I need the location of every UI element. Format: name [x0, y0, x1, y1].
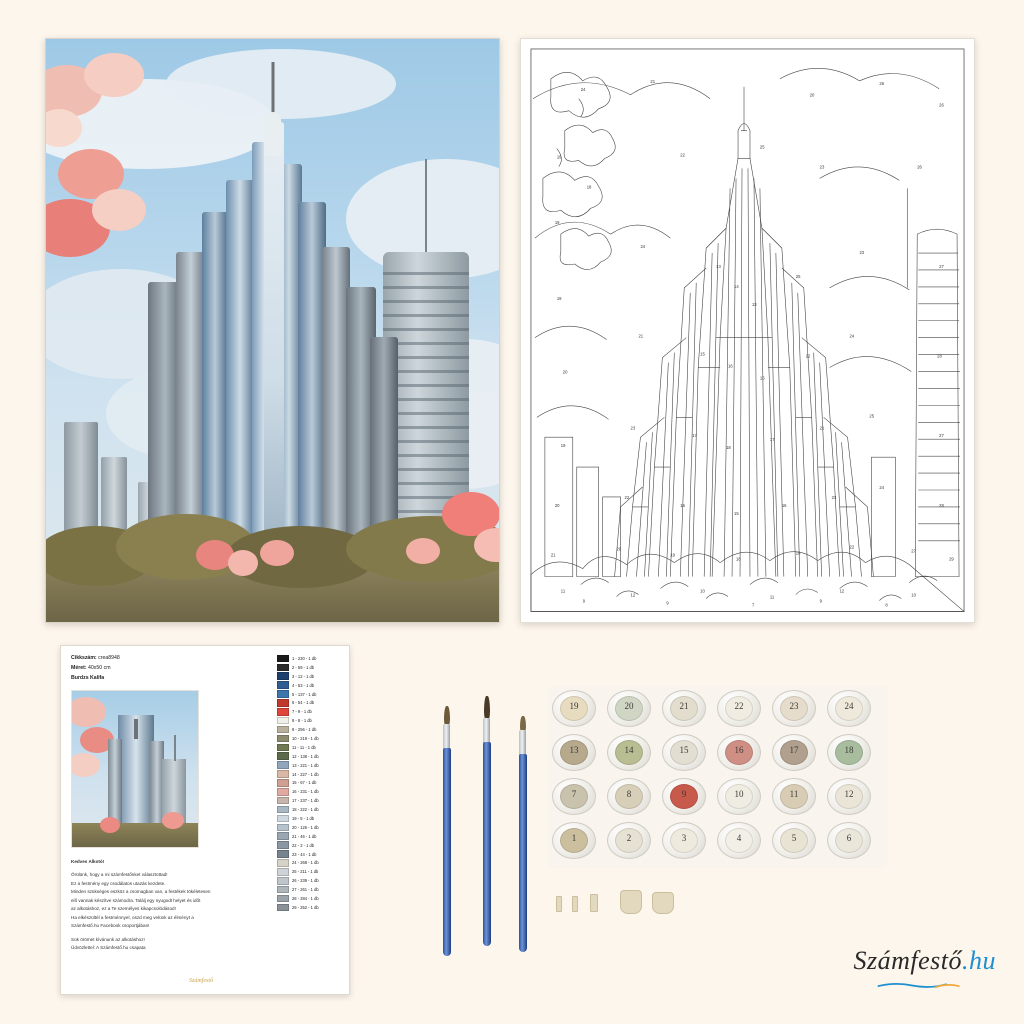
legend-row — [277, 707, 341, 716]
paint-pot-number: 23 — [789, 701, 799, 711]
svg-text:18: 18 — [586, 184, 592, 190]
legend-row — [277, 850, 341, 859]
svg-text:29: 29 — [949, 556, 954, 562]
paint-pot-number: 8 — [626, 789, 632, 799]
legend-swatch — [277, 655, 289, 663]
paint-pot[interactable] — [827, 822, 871, 859]
svg-text:7: 7 — [751, 602, 755, 608]
svg-text:24: 24 — [879, 485, 885, 491]
paint-pot-number: 9 — [681, 789, 687, 799]
legend-row — [277, 805, 341, 814]
legend-label: 4 - 53 - 1 db — [292, 682, 315, 688]
svg-text:27: 27 — [911, 548, 916, 554]
legend-row — [277, 841, 341, 850]
svg-text:20: 20 — [809, 92, 815, 98]
size-label: Méret: — [71, 664, 87, 671]
svg-text:19: 19 — [556, 154, 562, 160]
sheet-preview-thumbnail — [71, 690, 199, 848]
paint-pot[interactable] — [552, 734, 596, 771]
mounting-nail — [572, 896, 578, 912]
svg-text:16: 16 — [728, 363, 733, 369]
legend-label: 27 - 261 - 1 db — [292, 887, 319, 893]
brand-watermark — [846, 946, 996, 994]
svg-text:8: 8 — [885, 602, 888, 608]
legend-row — [277, 796, 341, 805]
legend-row — [277, 698, 341, 707]
paint-pot-number: 2 — [626, 833, 632, 843]
paint-pot-number: 4 — [736, 833, 742, 843]
paint-pot-number: 5 — [791, 833, 797, 843]
legend-swatch — [277, 797, 289, 805]
paint-pot[interactable] — [662, 778, 706, 815]
svg-text:24: 24 — [580, 86, 586, 92]
product-title: Burdzs Kalifa — [71, 674, 105, 681]
legend-row — [277, 778, 341, 787]
legend-swatch — [277, 824, 289, 832]
paint-pot[interactable] — [772, 778, 816, 815]
legend-label: 10 - 219 - 1 db — [292, 735, 319, 741]
paint-pot[interactable] — [607, 690, 651, 727]
letter-line: Ez a festmény egy csodálatos utazás kezdete. — [71, 880, 166, 886]
legend-label: 3 - 12 - 1 db — [292, 673, 315, 679]
svg-text:9: 9 — [582, 598, 586, 604]
svg-text:17: 17 — [692, 433, 697, 439]
svg-text:17: 17 — [769, 437, 775, 443]
svg-text:24: 24 — [640, 244, 646, 250]
legend-swatch — [277, 779, 289, 787]
legend-label: 25 - 211 - 1 db — [292, 869, 319, 875]
tower-spire-cap — [265, 112, 281, 156]
legend-swatch — [277, 877, 289, 885]
svg-text:23: 23 — [819, 164, 825, 170]
legend-swatch — [277, 859, 289, 867]
svg-text:23: 23 — [859, 250, 865, 256]
legend-label: 20 - 126 - 1 db — [292, 824, 319, 830]
paint-pot[interactable] — [607, 778, 651, 815]
wall-hook — [620, 890, 642, 914]
main-tower-burj-khalifa — [148, 72, 398, 552]
legend-row — [277, 903, 341, 912]
legend-row — [277, 654, 341, 663]
svg-text:9: 9 — [666, 600, 669, 606]
brand-swoosh-icon — [846, 982, 996, 989]
legend-swatch — [277, 717, 289, 725]
legend-label: 11 - 11 - 1 db — [292, 744, 316, 750]
flower-blossom — [92, 189, 146, 231]
svg-text:12: 12 — [839, 588, 845, 594]
mounting-nail — [556, 896, 562, 912]
paint-pot[interactable] — [827, 734, 871, 771]
legend-row — [277, 761, 341, 770]
paint-pot[interactable] — [717, 778, 761, 815]
legend-label: 23 - 44 - 1 db — [292, 851, 317, 857]
svg-text:23: 23 — [831, 494, 837, 500]
legend-row — [277, 743, 341, 752]
legend-row — [277, 770, 341, 779]
flower-blossom — [260, 540, 294, 566]
legend-label: 2 - 59 - 1 db — [292, 664, 315, 670]
legend-row — [277, 823, 341, 832]
paint-pot-number: 6 — [846, 833, 852, 843]
paint-pot-number: 7 — [571, 789, 577, 799]
legend-label: 14 - 227 - 1 db — [292, 771, 319, 777]
svg-text:12: 12 — [630, 592, 636, 598]
letter-line: elő vannak készítve számodra. Találj egy nyugodt helyet és időt — [71, 897, 201, 903]
svg-text:11: 11 — [769, 594, 775, 600]
legend-row — [277, 867, 341, 876]
svg-text:21: 21 — [550, 552, 556, 558]
svg-text:16: 16 — [680, 502, 685, 508]
legend-swatch — [277, 690, 289, 698]
legend-swatch — [277, 726, 289, 734]
legend-label: 13 - 221 - 1 db — [292, 762, 319, 768]
instruction-sheet — [60, 645, 350, 995]
svg-text:25: 25 — [869, 413, 875, 419]
numbered-outline-canvas — [520, 38, 975, 623]
paint-pot[interactable] — [662, 734, 706, 771]
brand-name-suffix: .hu — [962, 946, 996, 975]
legend-swatch — [277, 681, 289, 689]
legend-label: 1 - 220 - 1 db — [292, 655, 317, 661]
paint-pot-number: 13 — [569, 745, 579, 755]
legend-label: 8 - 8 - 1 db — [292, 718, 312, 724]
legend-label: 9 - 256 - 1 db — [292, 727, 317, 733]
paint-pot-number: 10 — [734, 789, 744, 799]
svg-text:19: 19 — [560, 443, 566, 449]
svg-text:21: 21 — [638, 333, 644, 339]
paint-pot-number: 20 — [624, 701, 634, 711]
paint-pot-number: 17 — [789, 745, 799, 755]
legend-label: 7 - 9 - 1 db — [292, 709, 312, 715]
svg-text:13: 13 — [716, 263, 721, 269]
legend-swatch — [277, 895, 289, 903]
paint-pot[interactable] — [552, 822, 596, 859]
legend-row — [277, 752, 341, 761]
letter-greeting: Kedves Alkotó! — [71, 858, 105, 864]
legend-label: 6 - 54 - 1 db — [292, 700, 315, 706]
legend-row — [277, 787, 341, 796]
sheet-signature-logo: Számfestő — [189, 978, 213, 984]
paint-pot[interactable] — [552, 690, 596, 727]
color-legend — [277, 654, 341, 912]
svg-text:13: 13 — [751, 301, 757, 307]
paint-pot-number: 16 — [734, 745, 744, 755]
svg-text:19: 19 — [556, 295, 562, 301]
legend-swatch — [277, 664, 289, 672]
paint-pot-number: 14 — [624, 745, 634, 755]
paint-pot-number: 3 — [681, 833, 687, 843]
legend-row — [277, 690, 341, 699]
legend-label: 16 - 231 - 1 db — [292, 789, 319, 795]
brush-small — [518, 716, 527, 952]
paint-pot-number: 18 — [844, 745, 854, 755]
legend-label: 17 - 237 - 1 db — [292, 798, 319, 804]
paint-pot[interactable] — [772, 690, 816, 727]
article-label: Cikkszám: — [71, 655, 97, 661]
legend-swatch — [277, 699, 289, 707]
svg-text:25: 25 — [759, 144, 765, 150]
svg-text:22: 22 — [624, 494, 630, 500]
brush-large — [442, 706, 451, 956]
svg-text:22: 22 — [680, 152, 685, 158]
legend-row — [277, 885, 341, 894]
paint-pot-number: 24 — [844, 701, 854, 711]
paint-pot[interactable] — [607, 734, 651, 771]
svg-text:22: 22 — [805, 353, 811, 359]
paint-pot[interactable] — [662, 690, 706, 727]
letter-line: Minden szükséges eszköz a csomagban van, a festékek tökéletesen — [71, 889, 211, 895]
paint-pot[interactable] — [772, 822, 816, 859]
svg-text:11: 11 — [560, 588, 566, 594]
svg-text:28: 28 — [939, 502, 944, 508]
legend-swatch — [277, 735, 289, 743]
svg-text:19: 19 — [795, 550, 801, 556]
flower-blossom — [84, 53, 144, 97]
brand-name-text: Számfestő — [853, 946, 962, 975]
paint-pot[interactable] — [607, 822, 651, 859]
svg-text:26: 26 — [917, 164, 922, 170]
svg-text:14: 14 — [734, 283, 739, 289]
letter-line: Számfestő.hu Facebook csoportjában! — [71, 923, 150, 929]
legend-label: 22 - 2 - 1 db — [292, 842, 315, 848]
flower-blossom — [406, 538, 440, 564]
legend-swatch — [277, 752, 289, 760]
legend-swatch — [277, 904, 289, 912]
paint-pot[interactable] — [662, 822, 706, 859]
outline-drawing — [521, 39, 974, 621]
legend-swatch — [277, 832, 289, 840]
paint-pot[interactable] — [772, 734, 816, 771]
svg-text:9: 9 — [819, 598, 822, 604]
svg-text:25: 25 — [795, 273, 801, 279]
legend-row — [277, 672, 341, 681]
svg-text:22: 22 — [849, 544, 855, 550]
svg-text:18: 18 — [726, 445, 731, 451]
mounting-nail — [590, 894, 598, 912]
brand-name — [846, 946, 996, 976]
sheet-letter — [71, 858, 261, 953]
paint-pot[interactable] — [827, 690, 871, 727]
article-value: crea8948 — [98, 655, 120, 661]
svg-text:27: 27 — [939, 263, 944, 269]
legend-swatch — [277, 815, 289, 823]
svg-text:19: 19 — [554, 220, 560, 226]
letter-line: Ha elkészültél a festménnyel, oszd meg velünk az élményt a — [71, 914, 194, 920]
paint-pot-number: 1 — [571, 833, 577, 843]
legend-label: 5 - 137 - 1 db — [292, 691, 317, 697]
legend-swatch — [277, 770, 289, 778]
letter-closing-2: Üdvözlettel: A Számfestő.hu csapata — [71, 944, 146, 950]
svg-text:19: 19 — [670, 552, 675, 558]
paint-pot-number: 11 — [789, 789, 799, 799]
paint-pot-number: 19 — [569, 701, 579, 711]
flower-blossom — [228, 550, 258, 576]
svg-text:20: 20 — [554, 502, 560, 508]
legend-swatch — [277, 744, 289, 752]
legend-label: 18 - 222 - 1 db — [292, 807, 319, 813]
svg-text:10: 10 — [700, 588, 705, 594]
svg-text:21: 21 — [819, 425, 825, 431]
secondary-tower-antenna — [425, 159, 427, 254]
legend-swatch — [277, 841, 289, 849]
legend-label: 15 - 67 - 1 db — [292, 780, 317, 786]
paint-pot-number: 21 — [679, 701, 689, 711]
svg-text:15: 15 — [700, 351, 705, 357]
letter-line: az alkotáshoz, ez a Te személyes kikapcsolódásod! — [71, 906, 176, 912]
legend-row — [277, 894, 341, 903]
legend-label: 28 - 284 - 1 db — [292, 895, 319, 901]
legend-row — [277, 832, 341, 841]
legend-swatch — [277, 886, 289, 894]
svg-text:18: 18 — [736, 556, 741, 562]
svg-text:16: 16 — [781, 502, 787, 508]
svg-text:24: 24 — [849, 333, 855, 339]
svg-text:20: 20 — [616, 546, 622, 552]
legend-swatch — [277, 708, 289, 716]
legend-label: 12 - 138 - 1 db — [292, 753, 319, 759]
paint-pot[interactable] — [717, 822, 761, 859]
legend-label: 19 - 5 - 1 db — [292, 815, 315, 821]
paint-pot-number: 15 — [679, 745, 689, 755]
svg-text:26: 26 — [879, 80, 885, 86]
svg-text:26: 26 — [939, 102, 944, 108]
paint-pot-number: 22 — [734, 701, 744, 711]
legend-row — [277, 734, 341, 743]
letter-line: Örülünk, hogy a mi számfestőnket választottad! — [71, 872, 168, 878]
paint-pot-tray — [548, 686, 888, 868]
wall-hook — [652, 892, 674, 914]
legend-label: 29 - 252 - 1 db — [292, 904, 319, 910]
legend-swatch — [277, 761, 289, 769]
legend-label: 24 - 268 - 1 db — [292, 860, 319, 866]
legend-swatch — [277, 806, 289, 814]
painted-canvas-preview — [45, 38, 500, 623]
legend-swatch — [277, 868, 289, 876]
paint-pot[interactable] — [717, 690, 761, 727]
svg-text:27: 27 — [939, 433, 944, 439]
svg-text:21: 21 — [650, 78, 656, 84]
paint-pot[interactable] — [717, 734, 761, 771]
legend-row — [277, 876, 341, 885]
legend-swatch — [277, 850, 289, 858]
legend-swatch — [277, 788, 289, 796]
legend-row — [277, 681, 341, 690]
paint-pot[interactable] — [552, 778, 596, 815]
legend-row — [277, 858, 341, 867]
svg-text:15: 15 — [734, 510, 739, 516]
legend-row — [277, 716, 341, 725]
legend-row — [277, 814, 341, 823]
paint-pot-number: 12 — [844, 789, 854, 799]
svg-text:28: 28 — [937, 353, 942, 359]
legend-label: 26 - 239 - 1 db — [292, 878, 319, 884]
letter-closing-1: Sok örömet kívánunk az alkotáshoz! — [71, 936, 145, 942]
size-value: 40x50 cm — [88, 664, 111, 671]
svg-text:15: 15 — [759, 375, 765, 381]
svg-text:20: 20 — [562, 369, 568, 375]
legend-label: 21 - 46 - 1 db — [292, 833, 317, 839]
paint-pot[interactable] — [827, 778, 871, 815]
svg-text:10: 10 — [911, 592, 916, 598]
legend-row — [277, 725, 341, 734]
legend-swatch — [277, 672, 289, 680]
brush-medium — [482, 696, 491, 946]
legend-row — [277, 663, 341, 672]
svg-text:23: 23 — [630, 425, 636, 431]
